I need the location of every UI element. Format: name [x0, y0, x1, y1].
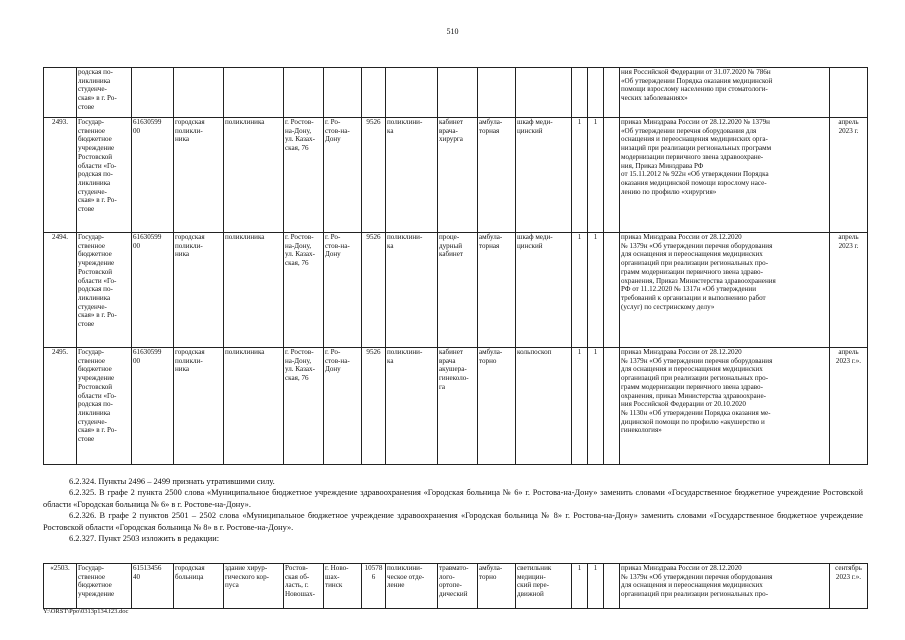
table-cell: 1 — [572, 564, 588, 609]
table-cell: поликлиника — [224, 348, 284, 465]
table-cell: г. Ростов- на-Дону, ул. Казах- ская, 76 — [284, 348, 324, 465]
table-cell: кольпоскоп — [516, 348, 572, 465]
amendment-paragraph: 6.2.326. В графе 2 пунктов 2501 – 2502 слова «Муниципальное бюджетное учреждение здравоохранения «Городская больница № 8» г. Ростова-на-Дону» заменить словами «Государственное бюджетное учреждение Ростовской области «Городская больница № 8» в г. Ростове-на-Дону». — [43, 511, 863, 532]
table-cell: г. Ново- шах- тинск — [324, 564, 362, 609]
table-cell: 1 — [588, 118, 604, 233]
table-cell: поликлиника — [224, 233, 284, 348]
table-cell: Государ- ственное бюджетное учреждение Ростовской области «Го- родская по- ликлиника студенче- ская» в г. Ро- стове — [77, 118, 132, 233]
table-cell: 10578 6 — [362, 564, 386, 609]
table-cell: Ростов- ская об- ласть, г. Новошах- — [284, 564, 324, 609]
table-cell: поликлиника — [224, 118, 284, 233]
table-row — [44, 348, 868, 465]
table-cell — [324, 68, 362, 118]
table-cell — [132, 68, 174, 118]
table-cell: городская больница — [174, 564, 224, 609]
table-cell: г. Ро- стов-на- Дону — [324, 348, 362, 465]
table-cell: кабинет врача- хирурга — [438, 118, 478, 233]
amendment-paragraph: 6.2.327. Пункт 2503 изложить в редакции: — [69, 534, 220, 544]
table-cell — [478, 68, 516, 118]
table-cell: Государ- ственное бюджетное учреждение — [77, 564, 132, 609]
table-cell: приказ Минздрава России от 28.12.2020 № 1379н «Об утверждении перечня оборудования для оснащения и переоснащения медицинских орга- низаций при реализации региональных программ модернизации первичного звена здравоохране- ния, Приказ Минздрава РФ от 15.11.2012 № 922н «Об утверждении Порядка оказания медицинской помощи взрослому насе- лению по профилю «хирургия» — [620, 118, 830, 233]
table-cell: 2495. — [44, 348, 77, 465]
table-cell: ния Российской Федерации от 31.07.2020 № 786н «Об утверждении Порядка оказания медицинской помощи взрослому населению при стоматологи- ческих заболеваниях» — [620, 68, 830, 118]
table-cell — [438, 68, 478, 118]
table-cell: амбула- торно — [478, 348, 516, 465]
table-cell — [830, 68, 868, 118]
table-cell: поликлини- ка — [386, 233, 438, 348]
table-cell: родская по- ликлиника студенче- ская» в г. Ро- стове — [77, 68, 132, 118]
new-entry-table — [43, 563, 868, 609]
table-cell: 9526 — [362, 233, 386, 348]
table-cell: 1 — [588, 348, 604, 465]
table-cell: г. Ростов- на-Дону, ул. Казах- ская, 76 — [284, 118, 324, 233]
table-cell: 61630599 00 — [132, 348, 174, 465]
table-row — [44, 118, 868, 233]
table-cell: апрель 2023 г. — [830, 118, 868, 233]
table-cell: городская поликли- ника — [174, 233, 224, 348]
table-cell — [224, 68, 284, 118]
table-cell: амбула- торная — [478, 233, 516, 348]
table-cell: 1 — [588, 564, 604, 609]
table-cell: 9526 — [362, 348, 386, 465]
table-cell: травмато- лого- ортопе- дический — [438, 564, 478, 609]
amendments-block — [43, 476, 863, 544]
table-cell — [284, 68, 324, 118]
table-row — [44, 233, 868, 348]
table-cell: Государ- ственное бюджетное учреждение Ростовской области «Го- родская по- ликлиника студенче- ская» в г. Ро- стове — [77, 233, 132, 348]
table-cell: приказ Минздрава России от 28.12.2020 № 1379н «Об утверждении перечня оборудования для оснащения и переоснащения медицинских организаций при реализации региональных про- — [620, 564, 830, 609]
table-cell: 61630599 00 — [132, 233, 174, 348]
table-row — [44, 564, 868, 609]
table-cell — [604, 233, 620, 348]
table-cell: шкаф меди- цинский — [516, 118, 572, 233]
table-cell: г. Ро- стов-на- Дону — [324, 118, 362, 233]
table-cell — [604, 118, 620, 233]
table-cell: 1 — [572, 118, 588, 233]
amendment-paragraph: 6.2.325. В графе 2 пункта 2500 слова «Муниципальное бюджетное учреждение здравоохранения «Городская больница № 6» г. Ростова-на-Дону» заменить словами «Государственное бюджетное учреждение Ростовской области «Городская больница № 6» в г. Ростове-на-Дону». — [43, 488, 863, 509]
table-cell — [44, 68, 77, 118]
table-cell: 61513456 40 — [132, 564, 174, 609]
table-cell: поликлини- ка — [386, 118, 438, 233]
table-cell: 9526 — [362, 118, 386, 233]
table-cell — [588, 68, 604, 118]
table-cell: городская поликли- ника — [174, 118, 224, 233]
table-cell — [604, 68, 620, 118]
table-cell: амбула- торно — [478, 564, 516, 609]
amendment-paragraph: 6.2.324. Пункты 2496 – 2499 признать утратившими силу. — [69, 477, 275, 486]
table-cell: г. Ростов- на-Дону, ул. Казах- ская, 76 — [284, 233, 324, 348]
table-cell: «2503. — [44, 564, 77, 609]
file-path-footer: Y:\ORST\Ppo\0313p134.f23.doc — [43, 608, 129, 615]
table-cell: апрель 2023 г.». — [830, 348, 868, 465]
table-cell: проце- дурный кабинет — [438, 233, 478, 348]
table-cell: 1 — [572, 348, 588, 465]
table-cell: приказ Минздрава России от 28.12.2020 № 1379н «Об утверждении перечня оборудования для оснащения и переоснащения медицинских организаций при реализации региональных про- грамм модернизации первичного звена здраво- охранения, Приказ Министерства здравоохранения РФ от 11.12.2020 № 1317н «Об утверждении требований к организации и выполнению работ (услуг) по сестринскому делу» — [620, 233, 830, 348]
table-cell: г. Ро- стов-на- Дону — [324, 233, 362, 348]
page-number: 510 — [446, 27, 459, 36]
table-cell: здание хирур- гического кор- пуса — [224, 564, 284, 609]
table-cell: кабинет врача акушера- гинеколо- га — [438, 348, 478, 465]
table-cell: поликлини- ческое отде- ление — [386, 564, 438, 609]
table-cell — [604, 348, 620, 465]
table-cell: сентябрь 2023 г.». — [830, 564, 868, 609]
table-cell — [572, 68, 588, 118]
table-cell — [174, 68, 224, 118]
table-cell: Государ- ственное бюджетное учреждение Ростовской области «Го- родская по- ликлиника студенче- ская» в г. Ро- стове — [77, 348, 132, 465]
table-cell: городская поликли- ника — [174, 348, 224, 465]
table-cell: апрель 2023 г. — [830, 233, 868, 348]
table-cell: 1 — [572, 233, 588, 348]
table-cell: 2493. — [44, 118, 77, 233]
register-table — [43, 67, 868, 465]
table-cell: шкаф меди- цинский — [516, 233, 572, 348]
table-cell — [362, 68, 386, 118]
table-cell: 1 — [588, 233, 604, 348]
table-cell — [604, 564, 620, 609]
table-cell: 61630599 00 — [132, 118, 174, 233]
table-cell: приказ Минздрава России от 28.12.2020 № 1379н «Об утверждении перечня оборудования для оснащения и переоснащения медицинских организаций при реализации региональных про- грамм модернизации первичного звена здраво- охранения, приказ Министерства здравоохране- ния Российской Федерации от 20.10.2020 № 1130н «Об утверждении Порядка оказания ме- дицинской помощи по профилю «акушерство и гинекология» — [620, 348, 830, 465]
table-cell — [516, 68, 572, 118]
table-cell: поликлини- ка — [386, 348, 438, 465]
table-cell: амбула- торная — [478, 118, 516, 233]
table-row — [44, 68, 868, 118]
table-cell: светильник медицин- ский пере- движной — [516, 564, 572, 609]
table-cell — [386, 68, 438, 118]
table-cell: 2494. — [44, 233, 77, 348]
